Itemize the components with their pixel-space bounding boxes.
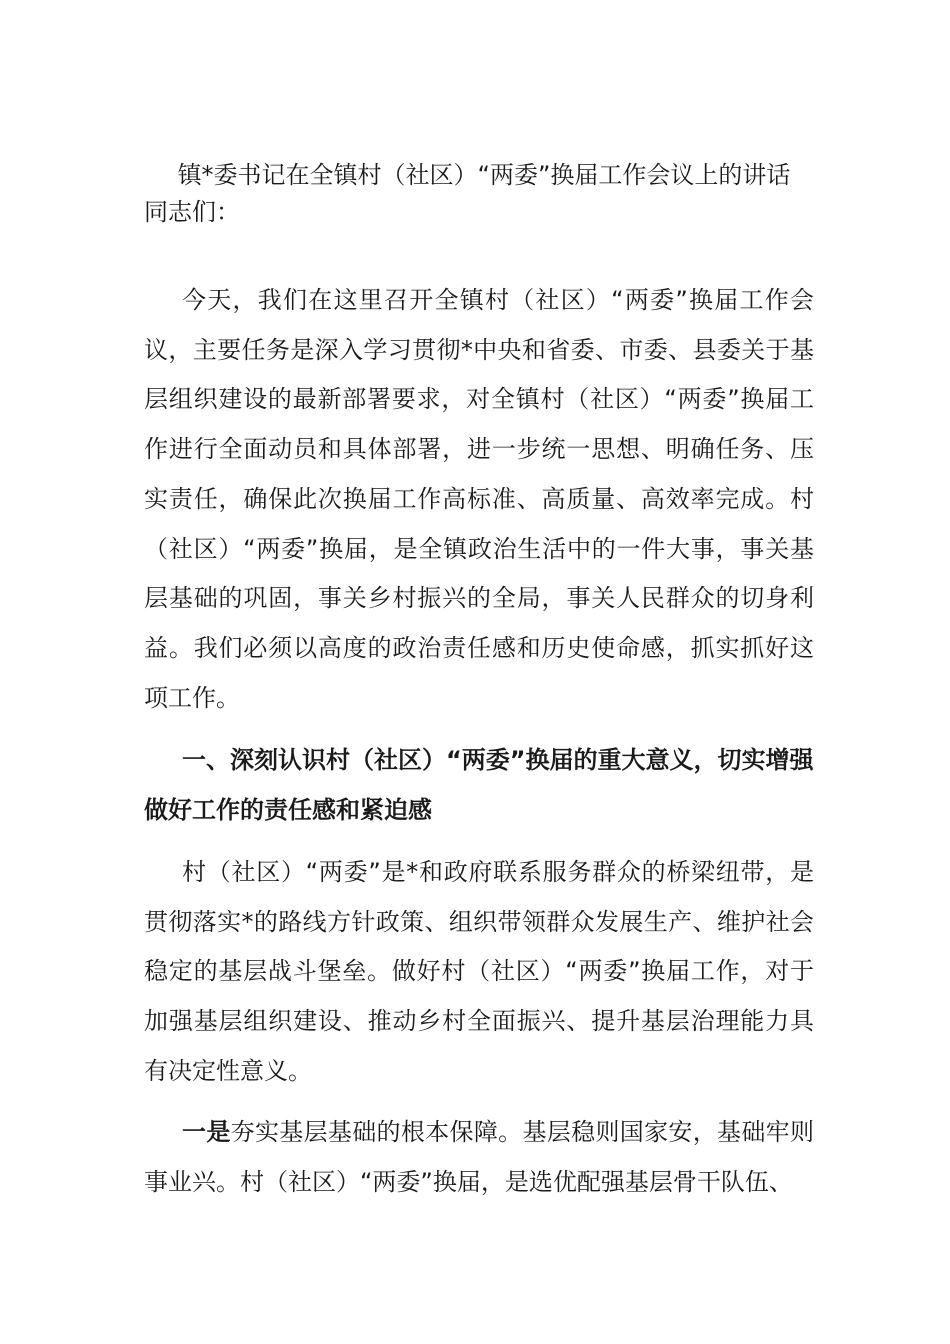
point-1-text: 夯实基层基础的根本保障。基层稳则国家安，基础牢则事业兴。村（社区）“两委”换届，是选优配强基层骨干队伍、	[144, 1118, 814, 1196]
salutation: 同志们：	[144, 198, 240, 226]
point-1-lead: 一是	[182, 1118, 231, 1146]
document-title: 镇*委书记在全镇村（社区）“两委”换届工作会议上的讲话	[177, 161, 791, 189]
intro-paragraph: 今天，我们在这里召开全镇村（社区）“两委”换届工作会议，主要任务是深入学习贯彻*中央和省委、市委、县委关于基层组织建设的最新部署要求，对全镇村（社区）“两委”换届工作进行全面动员和具体部署，进一步统一思想、明确任务、压实责任，确保此次换届工作高标准、高质量、高效率完成。村（社区）“两委”换届，是全镇政治生活中的一件大事，事关基层基础的巩固，事关乡村振兴的全局，事关人民群众的切身利益。我们必须以高度的政治责任感和历史使命感，抓实抓好这项工作。	[144, 286, 814, 712]
section-1-paragraph: 村（社区）“两委”是*和政府联系服务群众的桥梁纽带，是贯彻落实*的路线方针政策、组织带领群众发展生产、维护社会稳定的基层战斗堡垒。做好村（社区）“两委”换届工作，对于加强基层组织建设、推动乡村全面振兴、提升基层治理能力具有决定性意义。	[144, 858, 814, 1085]
section-1-heading: 一、深刻认识村（社区）“两委”换届的重大意义，切实增强做好工作的责任感和紧迫感	[144, 746, 814, 824]
point-1-paragraph	[144, 1108, 814, 1207]
